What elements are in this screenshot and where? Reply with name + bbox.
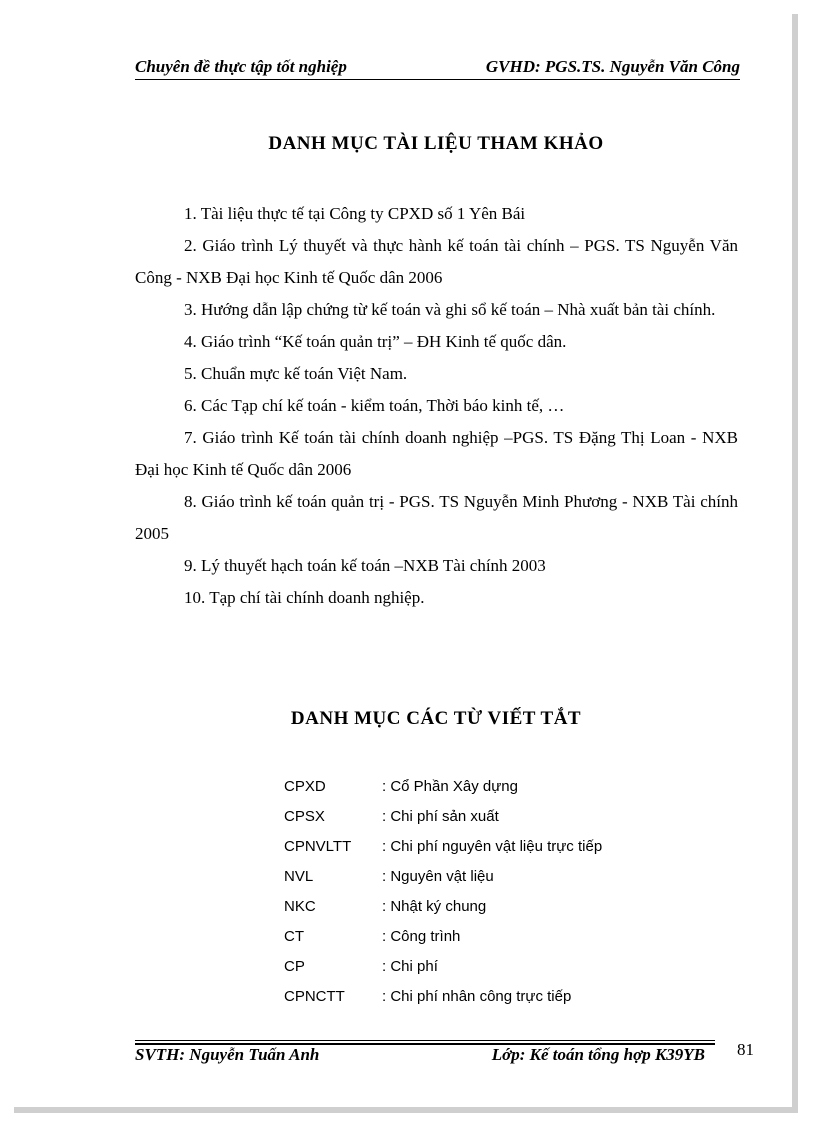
abbreviation-row [284,862,602,892]
references-list [135,198,738,614]
abbreviation-code: NVL [284,868,314,885]
abbreviation-row [284,922,602,952]
abbreviations-list [284,772,602,1012]
footer-student: SVTH: Nguyễn Tuấn Anh [135,1045,320,1064]
abbreviation-row [284,982,602,1012]
reference-item: 8. Giáo trình kế toán quản trị - PGS. TS Nguyễn Minh Phương - NXB Tài chính 2005 [135,492,738,543]
abbreviation-code: CT [284,928,304,945]
reference-item: 4. Giáo trình “Kế toán quản trị” – ĐH Kinh tế quốc dân. [184,332,567,351]
reference-item: 2. Giáo trình Lý thuyết và thực hành kế toán tài chính – PGS. TS Nguyễn Văn Công - NXB Đại học Kinh tế Quốc dân 2006 [135,236,738,287]
abbreviation-meaning: : Công trình [382,928,461,945]
abbreviation-meaning: : Nguyên vật liệu [382,868,494,885]
page-footer [135,1045,705,1065]
references-title: DANH MỤC TÀI LIỆU THAM KHẢO [268,133,604,154]
page-number: 81 [737,1040,754,1059]
abbreviation-meaning: : Chi phí sản xuất [382,808,499,825]
abbreviation-code: NKC [284,898,316,915]
abbreviation-meaning: : Cổ Phần Xây dựng [382,778,518,795]
abbreviation-row [284,832,602,862]
abbreviation-meaning: : Chi phí nguyên vật liệu trực tiếp [382,838,603,855]
abbreviation-code: CPNCTT [284,988,345,1005]
abbreviation-meaning: : Chi phí nhân công trực tiếp [382,988,572,1005]
reference-item: 5. Chuẩn mực kế toán Việt Nam. [184,364,408,383]
header-thesis-title: Chuyên đề thực tập tốt nghiệp [135,57,347,76]
abbreviation-meaning: : Chi phí [382,958,438,975]
abbreviation-row [284,892,602,922]
reference-item: 1. Tài liệu thực tế tại Công ty CPXD số 1 Yên Bái [184,204,526,223]
header-supervisor: GVHD: PGS.TS. Nguyễn Văn Công [485,57,740,76]
reference-item: 10. Tạp chí tài chính doanh nghiệp. [184,588,425,607]
abbreviation-row [284,802,602,832]
reference-item: 6. Các Tạp chí kế toán - kiểm toán, Thời báo kinh tế, … [184,396,565,415]
footer-divider-thin [135,1040,715,1041]
abbreviation-code: CPSX [284,808,325,825]
footer-class: Lớp: Kế toán tổng hợp K39YB [491,1045,705,1064]
abbreviation-code: CP [284,958,305,975]
reference-item: 9. Lý thuyết hạch toán kế toán –NXB Tài chính 2003 [184,556,546,575]
abbreviation-code: CPXD [284,778,326,795]
abbreviation-row [284,772,602,802]
abbreviation-meaning: : Nhật ký chung [382,898,487,915]
reference-item: 7. Giáo trình Kế toán tài chính doanh nghiệp –PGS. TS Đặng Thị Loan - NXB Đại học Kinh tế Quốc dân 2006 [135,428,738,479]
abbreviation-code: CPNVLTT [284,838,352,855]
abbreviation-row [284,952,602,982]
abbreviations-title: DANH MỤC CÁC TỪ VIẾT TẮT [290,708,582,729]
reference-item: 3. Hướng dẫn lập chứng từ kế toán và ghi sổ kế toán – Nhà xuất bản tài chính. [184,300,716,319]
page-header [135,57,740,80]
